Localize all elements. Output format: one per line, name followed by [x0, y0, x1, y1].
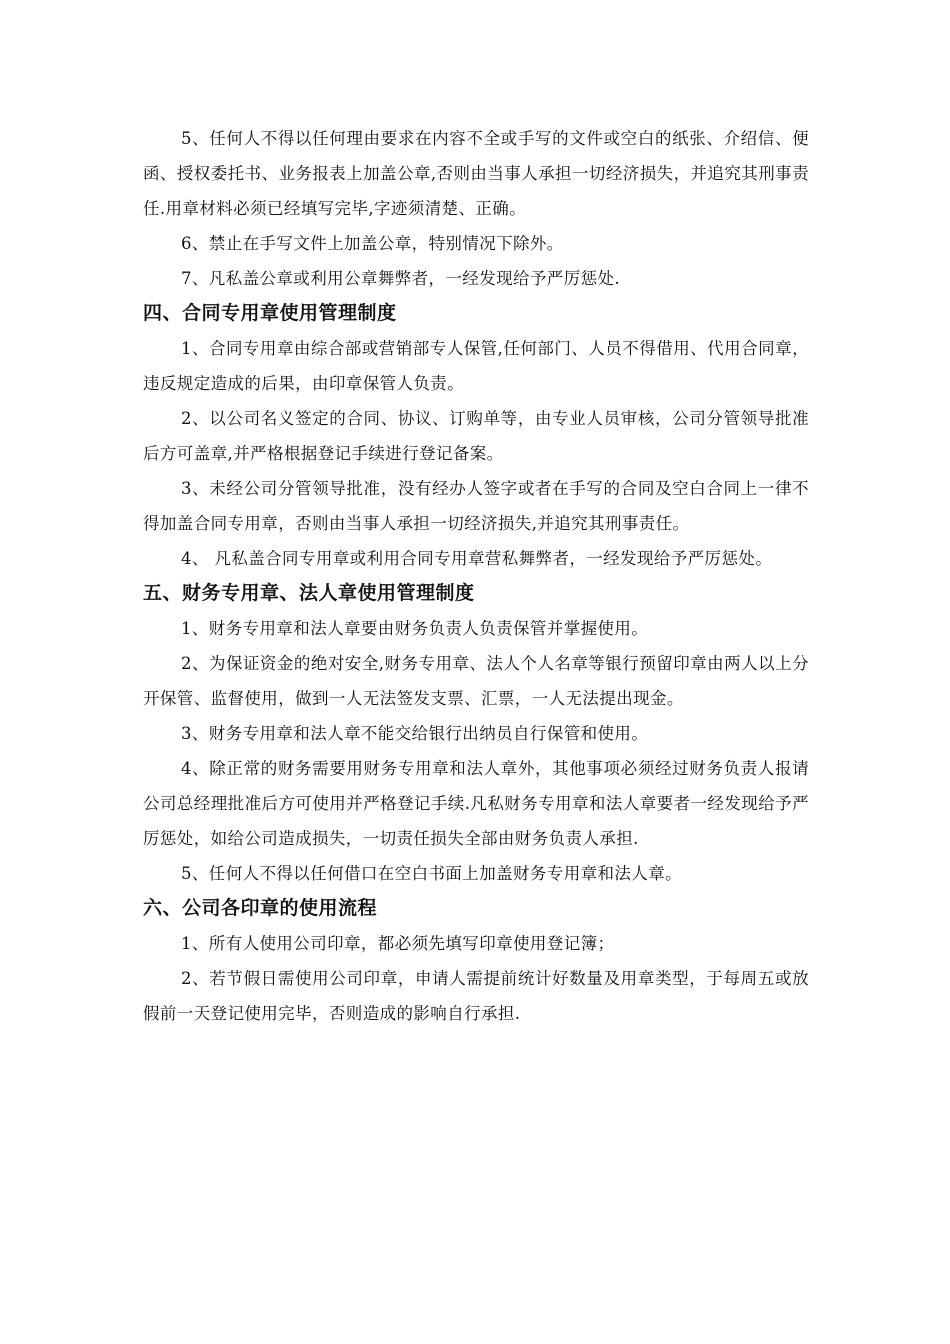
paragraph-5-1: 1、财务专用章和法人章要由财务负责人负责保管并掌握使用。	[181, 619, 649, 638]
paragraph-6-1: 1、所有人使用公司印章，都必须先填写印章使用登记簿；	[181, 934, 615, 953]
paragraph-5-3: 3、财务专用章和法人章不能交给银行出纳员自行保管和使用。	[181, 724, 649, 743]
paragraph-3-6: 6、禁止在手写文件上加盖公章，特别情况下除外。	[181, 234, 564, 253]
section-5-heading: 五、财务专用章、法人章使用管理制度	[143, 582, 475, 604]
paragraph-4-4: 4、 凡私盖合同专用章或利用合同专用章营私舞弊者，一经发现给予严厉惩处。	[181, 549, 773, 568]
section-6-heading: 六、公司各印章的使用流程	[143, 897, 378, 919]
document-body	[143, 121, 809, 1031]
paragraph-4-1: 1、合同专用章由综合部或营销部专人保管,任何部门、人员不得借用、代用合同章，违反规定造成的后果，由印章保管人负责。	[143, 339, 809, 393]
paragraph-5-4: 4、除正常的财务需要用财务专用章和法人章外，其他事项必须经过财务负责人报请公司总经理批准后方可使用并严格登记手续.凡私财务专用章和法人章要者一经发现给予严厉惩处，如给公司造成损失，一切责任损失全部由财务负责人承担.	[143, 759, 809, 848]
paragraph-4-3: 3、未经公司分管领导批准，没有经办人签字或者在手写的合同及空白合同上一律不得加盖合同专用章，否则由当事人承担一切经济损失,并追究其刑事责任。	[143, 479, 809, 533]
paragraph-4-2: 2、以公司名义签定的合同、协议、订购单等，由专业人员审核，公司分管领导批准后方可盖章,并严格根据登记手续进行登记备案。	[143, 409, 809, 463]
paragraph-3-7: 7、凡私盖公章或利用公章舞弊者，一经发现给予严厉惩处.	[181, 269, 621, 288]
paragraph-5-5: 5、任何人不得以任何借口在空白书面上加盖财务专用章和法人章。	[181, 864, 682, 883]
paragraph-5-2: 2、为保证资金的绝对安全,财务专用章、法人个人名章等银行预留印章由两人以上分开保管、监督使用，做到一人无法签发支票、汇票，一人无法提出现金。	[143, 654, 809, 708]
section-4-heading: 四、合同专用章使用管理制度	[143, 302, 397, 324]
paragraph-6-2: 2、若节假日需使用公司印章，申请人需提前统计好数量及用章类型，于每周五或放假前一天登记使用完毕，否则造成的影响自行承担.	[143, 969, 809, 1023]
paragraph-3-5: 5、任何人不得以任何理由要求在内容不全或手写的文件或空白的纸张、介绍信、便函、授权委托书、业务报表上加盖公章,否则由当事人承担一切经济损失，并追究其刑事责任.用章材料必须已经填写完毕,字迹须清楚、正确。	[143, 129, 809, 218]
